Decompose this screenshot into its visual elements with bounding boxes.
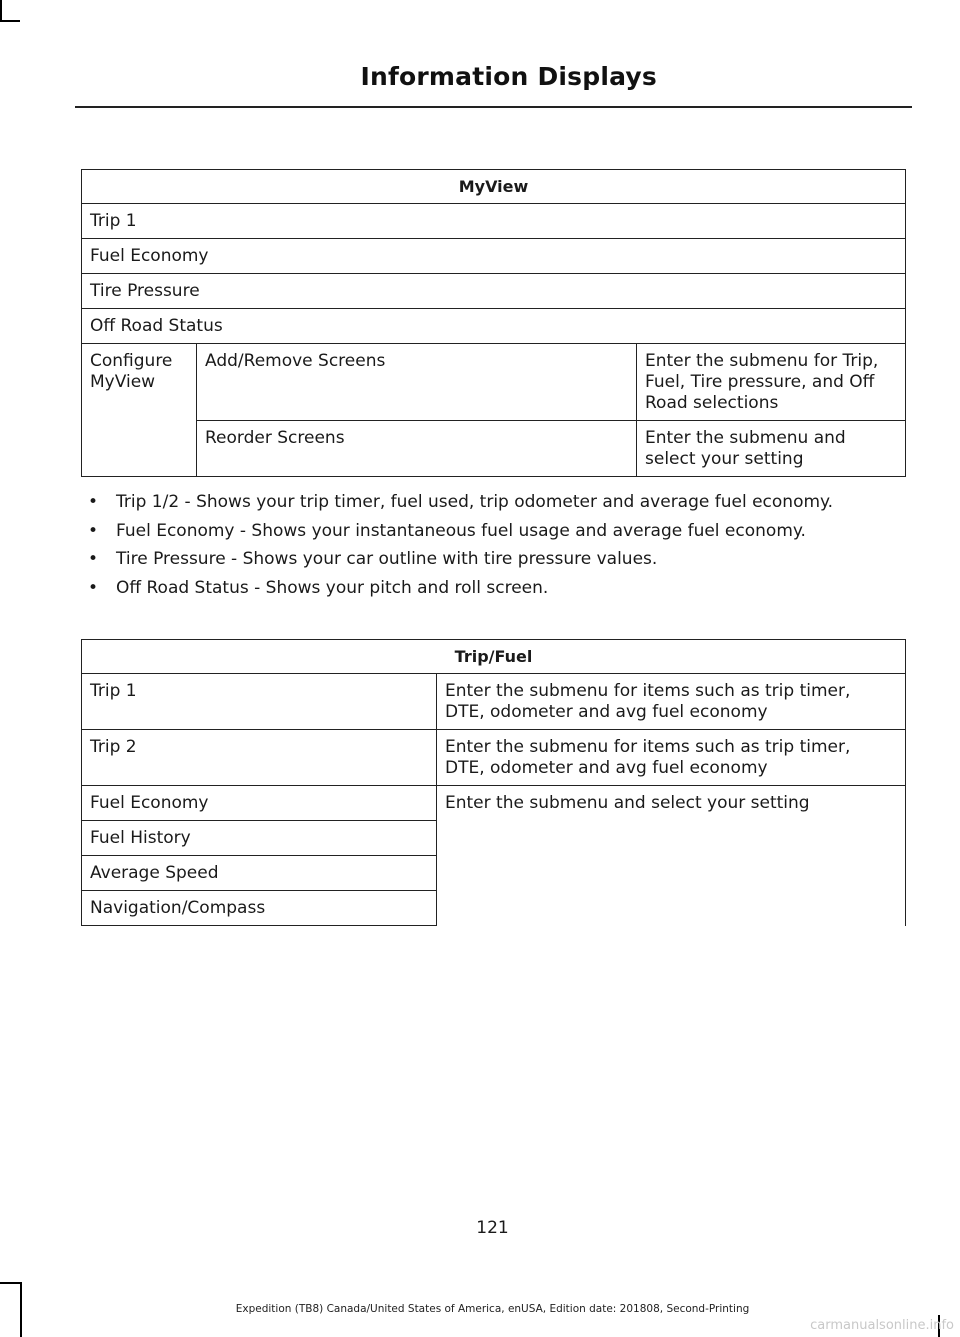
myview-table-title: MyView [82,170,906,204]
bullet-glyph: • [88,549,99,569]
table-cell: Add/Remove Screens [197,344,637,421]
list-item-text: Tire Pressure - Shows your car outline with tire pressure values. [116,549,658,569]
list-item-text: Fuel Economy - Shows your instantaneous fuel usage and average fuel economy. [116,520,806,541]
list-item-text: Off Road Status - Shows your pitch and roll screen. [116,577,549,598]
table-cell: Enter the submenu and select your setting [437,786,906,926]
bullet-list [88,492,928,606]
table-cell: Trip 2 [82,730,437,786]
page-title: Information Displays [360,62,657,91]
list-item [88,521,928,542]
table-cell: Enter the submenu and select your setting [637,421,906,477]
bullet-glyph: • [88,577,99,598]
tripfuel-table-title: Trip/Fuel [82,640,906,674]
configure-myview-label: Configure MyView [82,344,197,477]
watermark: carmanualsonline.info [810,1318,954,1333]
list-item-text: Trip 1/2 - Shows your trip timer, fuel used, trip odometer and average fuel economy. [116,492,834,512]
table-cell: Enter the submenu for items such as trip timer, DTE, odometer and avg fuel economy [437,674,906,730]
table-cell: Navigation/Compass [82,891,437,926]
crop-mark-bottom-left [0,1282,22,1284]
list-item [88,549,928,570]
page-number: 121 [476,1218,509,1238]
table-row: Fuel Economy [82,239,906,274]
list-item [88,492,928,513]
bullet-glyph: • [88,492,99,512]
table-cell: Fuel History [82,821,437,856]
header-divider [75,106,912,108]
myview-table [81,169,906,477]
table-row: Off Road Status [82,309,906,344]
footer-text: Expedition (TB8) Canada/United States of America, enUSA, Edition date: 201808, Second-Printing [235,1303,750,1315]
table-cell: Enter the submenu for Trip, Fuel, Tire pressure, and Off Road selections [637,344,906,421]
table-cell: Average Speed [82,856,437,891]
table-cell: Enter the submenu for items such as trip timer, DTE, odometer and avg fuel economy [437,730,906,786]
bullet-glyph: • [88,520,99,541]
tripfuel-table [81,639,906,926]
crop-mark-top-left-h [0,20,20,22]
table-row: Trip 1 [82,204,906,239]
table-row: Tire Pressure [82,274,906,309]
table-cell: Trip 1 [82,674,437,730]
table-cell: Fuel Economy [82,786,437,821]
table-cell: Reorder Screens [197,421,637,477]
crop-mark-top-left [0,0,2,20]
list-item [88,578,928,599]
